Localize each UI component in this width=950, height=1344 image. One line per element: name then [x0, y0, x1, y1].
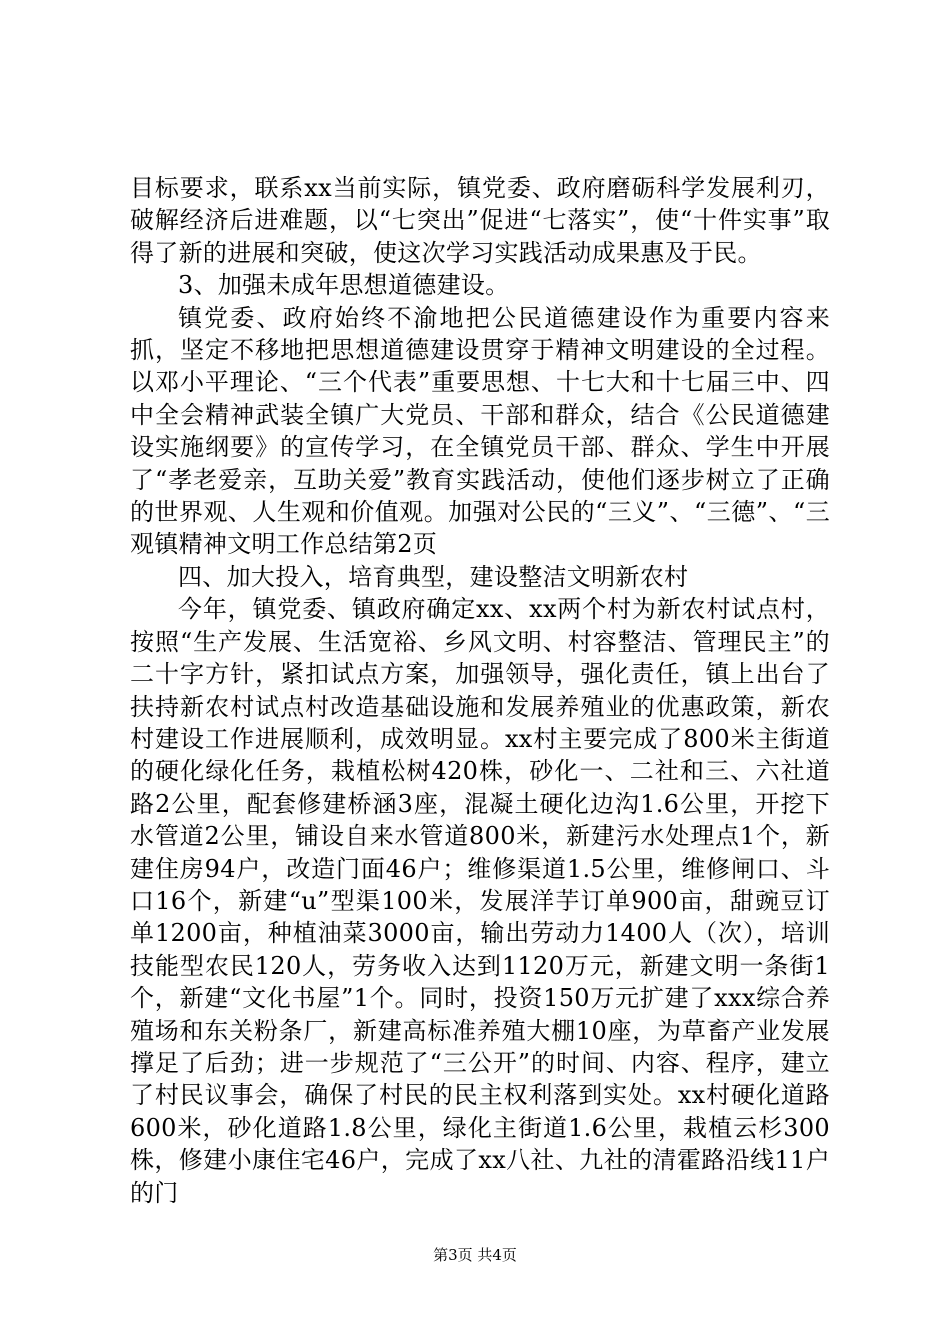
section-heading-4: 四、加大投入，培育典型，建设整洁文明新农村: [178, 562, 689, 591]
paragraph-moral-construction: 镇党委、政府始终不渝地把公民道德建设作为重要内容来抓，坚定不移地把思想道德建设贯穿于精神文明建设的全过程。以邓小平理论、“三个代表”重要思想、十七大和十七届三中、四中全会精神武装全镇广大党员、干部和群众，结合《公民道德建设实施纲要》的宣传学习，在全镇党员干部、群众、学生中开展了“孝老爱亲，互助关爱”教育实践活动，使他们逐步树立了正确的世界观、人生观和价值观。加强对公民的“三义”、“三德”、“三观镇精神文明工作总结第2页: [130, 303, 830, 559]
section-heading-3: 3、加强未成年思想道德建设。: [178, 271, 510, 300]
paragraph-new-countryside: 今年，镇党委、镇政府确定xx、xx两个村为新农村试点村，按照“生产发展、生活宽裕、乡风文明、村容整洁、管理民主”的二十字方针，紧扣试点方案，加强领导，强化责任，镇上出台了扶持新农村试点村改造基础设施和发展养殖业的优惠政策，新农村建设工作进展顺利，成效明显。xx村主要完成了800米主街道的硬化绿化任务，栽植松树420株，砂化一、二社和三、六社道路2公里，配套修建桥涵3座，混凝土硬化边沟1.6公里，开挖下水管道2公里，铺设自来水管道800米，新建污水处理点1个，新建住房94户，改造门面46户；维修渠道1.5公里，维修闸口、斗口16个，新建“u”型渠100米，发展洋芋订单900亩，甜豌豆订单1200亩，种植油菜3000亩，输出劳动力1400人（次），培训技能型农民120人，劳务收入达到1120万元，新建文明一条街1个，新建“文化书屋”1个。同时，投资150万元扩建了xxx综合养殖场和东关粉条厂，新建高标准养殖大棚10座，为草畜产业发展撑足了后劲；进一步规范了“三公开”的时间、内容、程序，建立了村民议事会，确保了村民的民主权利落到实处。xx村硬化道路600米，砂化道路1.8公里，绿化主街道1.6公里，栽植云杉300株，修建小康住宅46户，完成了xx八社、九社的清霍路沿线11户的门: [130, 595, 830, 1207]
document-body: [130, 172, 830, 1209]
page-footer: 第3页 共4页: [433, 1246, 517, 1264]
paragraph-continuation: 目标要求，联系xx当前实际，镇党委、政府磨砺科学发展利刃，破解经济后进难题，以“七突出”促进“七落实”，使“十件实事”取得了新的进展和突破，使这次学习实践活动成果惠及于民。: [130, 174, 830, 267]
